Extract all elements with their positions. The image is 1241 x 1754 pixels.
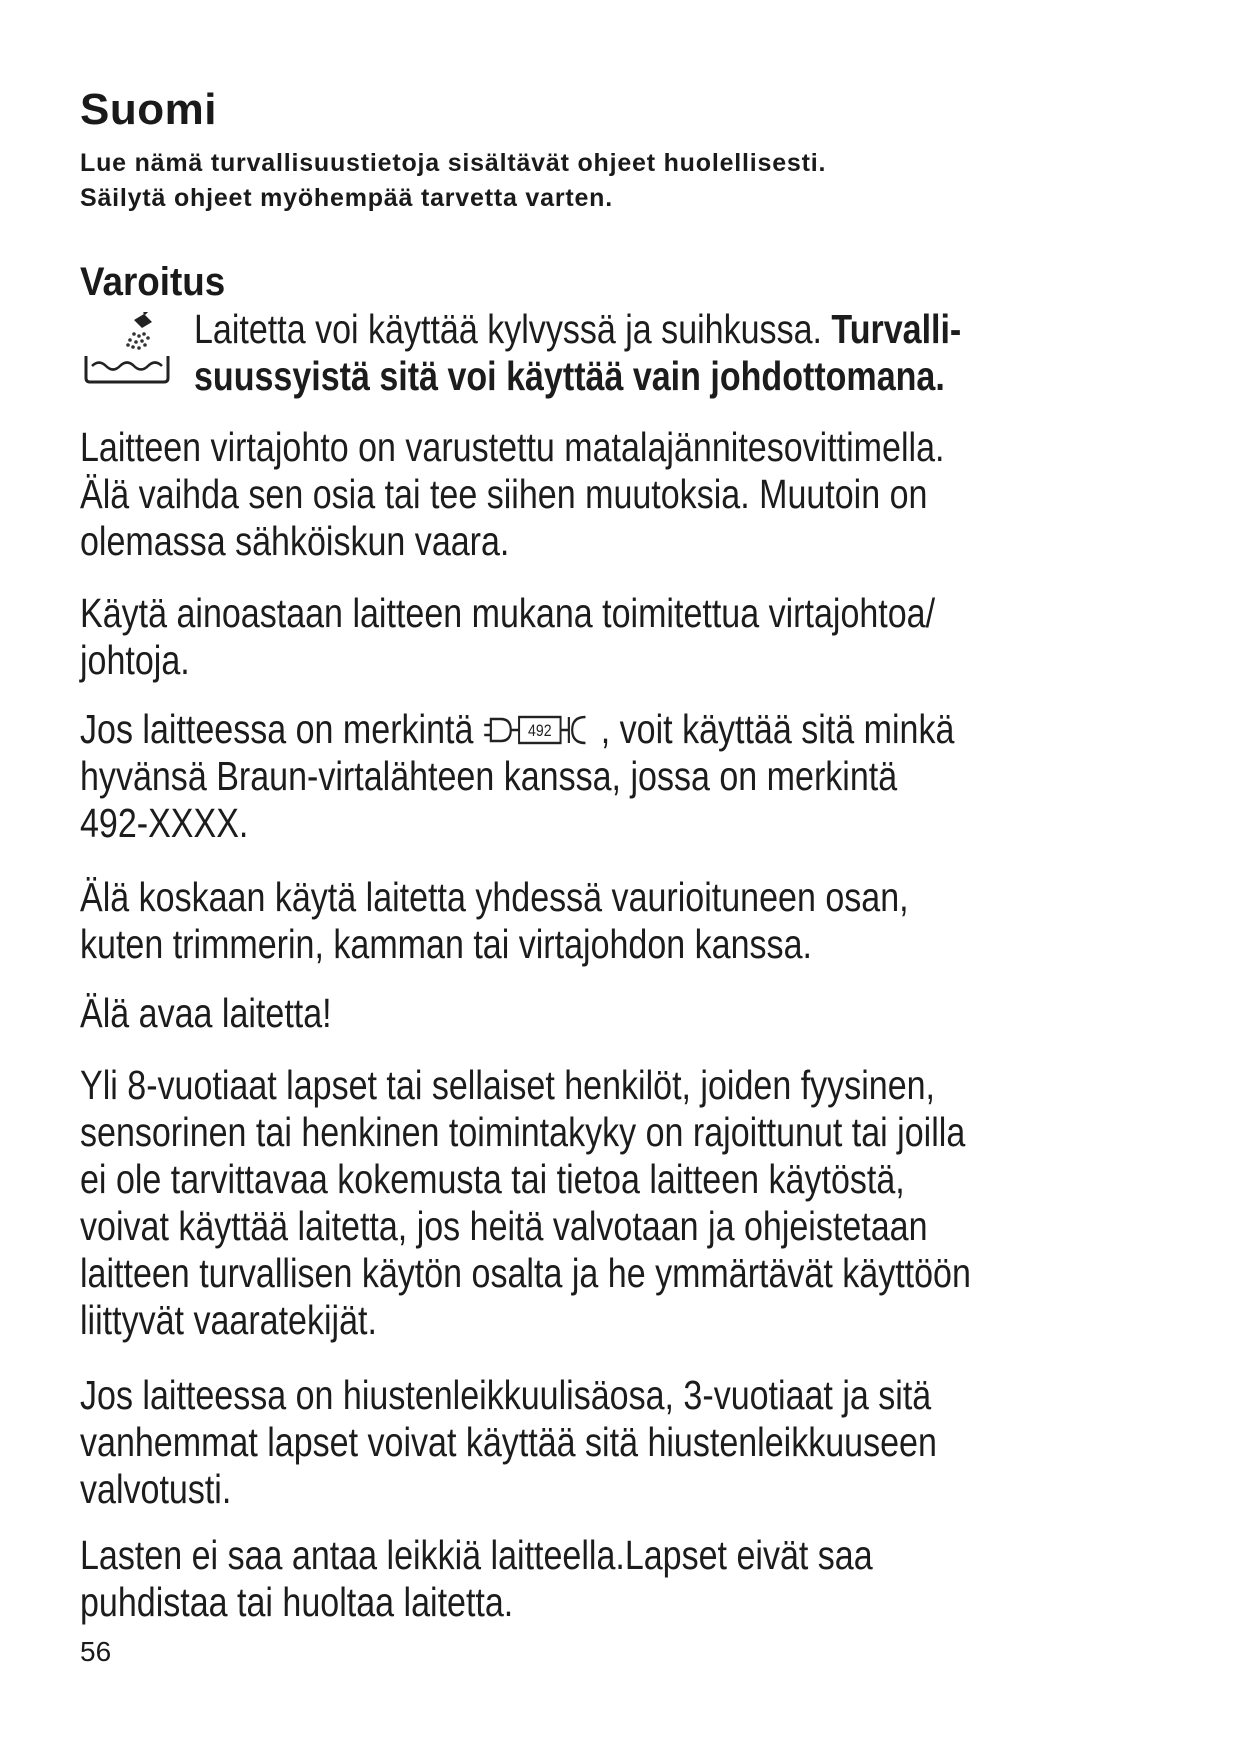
- text-line: puhdistaa tai huoltaa laitetta.: [80, 1579, 514, 1625]
- text-line: johtoja.: [80, 637, 190, 683]
- paragraph-supplied-cord: [80, 590, 935, 684]
- text-line: laitteen turvallisen käytön osalta ja he ymmärtävät käyttöön: [80, 1250, 971, 1296]
- power-supply-symbol-icon: [483, 711, 601, 749]
- intro-line: Säilytä ohjeet myöhempää tarvetta varten.: [80, 184, 613, 212]
- text-line: Jos laitteessa on hiustenleikkuulisäosa, 3-vuotiaat ja sitä: [80, 1372, 932, 1418]
- paragraph-power-cord: [80, 424, 944, 565]
- text-line: sensorinen tai henkinen toimintakyky on rajoittunut tai joilla: [80, 1109, 966, 1155]
- text-line: Yli 8-vuotiaat lapset tai sellaiset henkilöt, joiden fyysinen,: [80, 1062, 936, 1108]
- paragraph-hair-clipper: [80, 1372, 937, 1513]
- warning-text: [194, 306, 961, 400]
- text-line: liittyvät vaaratekijät.: [80, 1297, 377, 1343]
- warning-heading: Varoitus: [80, 260, 226, 304]
- paragraph-do-not-open: [80, 990, 332, 1037]
- power-supply-symbol-label: 492: [528, 721, 552, 741]
- text-segment: Jos laitteessa on merkintä: [80, 706, 483, 752]
- page-title: Suomi: [80, 85, 217, 134]
- intro-line: Lue nämä turvallisuustietoja sisältävät ohjeet huolellisesti.: [80, 149, 827, 177]
- text-line: Älä koskaan käytä laitetta yhdessä vaurioituneen osan,: [80, 874, 909, 920]
- warning-bold-text: Turvalli-: [831, 306, 962, 352]
- text-line: hyvänsä Braun-virtalähteen kanssa, jossa on merkintä: [80, 753, 898, 799]
- text-line: kuten trimmerin, kamman tai virtajohdon kanssa.: [80, 921, 812, 967]
- text-line: Laitteen virtajohto on varustettu matalajännitesovittimella.: [80, 424, 945, 470]
- warning-regular-text: Laitetta voi käyttää kylvyssä ja suihkussa.: [194, 306, 832, 352]
- paragraph-children-play: [80, 1532, 873, 1626]
- text-line: Lasten ei saa antaa leikkiä laitteella.Lapset eivät saa: [80, 1532, 873, 1578]
- intro-text: [80, 146, 1180, 216]
- text-line: 492-XXXX.: [80, 800, 249, 846]
- text-line: olemassa sähköiskun vaara.: [80, 518, 510, 564]
- text-segment: , voit käyttää sitä minkä: [600, 706, 955, 752]
- text-line: Älä avaa laitetta!: [80, 990, 332, 1036]
- paragraph-children-supervision: [80, 1062, 971, 1344]
- text-line: Älä vaihda sen osia tai tee siihen muutoksia. Muutoin on: [80, 471, 928, 517]
- paragraph-damaged-parts: [80, 874, 909, 968]
- paragraph-power-supply-marking: [80, 706, 954, 847]
- warning-bold-text: suussyistä sitä voi käyttää vain johdottomana.: [194, 353, 945, 399]
- text-line: ei ole tarvittavaa kokemusta tai tietoa laitteen käytöstä,: [80, 1156, 905, 1202]
- text-line: Käytä ainoastaan laitteen mukana toimitettua virtajohtoa/: [80, 590, 936, 636]
- text-line: vanhemmat lapset voivat käyttää sitä hiustenleikkuuseen: [80, 1419, 937, 1465]
- text-line: valvotusti.: [80, 1466, 232, 1512]
- text-line: voivat käyttää laitetta, jos heitä valvotaan ja ohjeistetaan: [80, 1203, 928, 1249]
- page-number: 56: [80, 1636, 112, 1667]
- bath-shower-icon: [82, 312, 172, 384]
